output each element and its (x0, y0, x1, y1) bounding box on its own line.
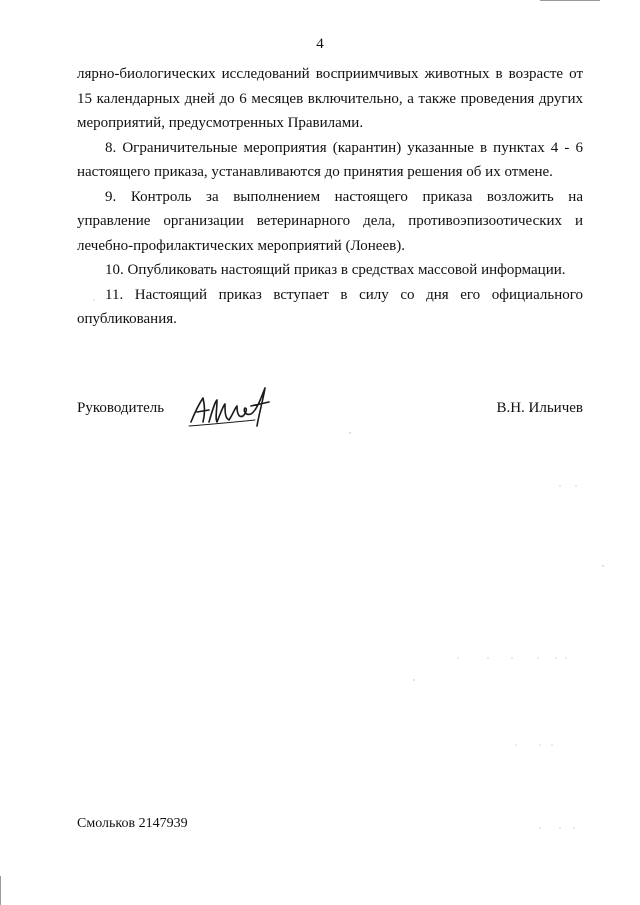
signer-name: В.Н. Ильичев (496, 400, 583, 416)
paragraph-item-9: 9. Контроль за выполнением настоящего приказа возложить на управление организации ветеринарного дела, противоэпизоотических и лечебно-профилактических мероприятий (Лонеев). (77, 188, 583, 254)
page-number: 4 (316, 36, 324, 52)
paragraph-item-8: 8. Ограничительные мероприятия (карантин) указанные в пунктах 4 - 6 настоящего приказа, устанавливаются до принятия решения об их отмене. (77, 139, 583, 180)
document-body (77, 62, 583, 332)
paragraph-item-11: 11. Настоящий приказ вступает в силу со дня его официального опубликования. (77, 286, 583, 327)
handwritten-signature (185, 382, 275, 432)
paragraph-item-10: 10. Опубликовать настоящий приказ в средствах массовой информации. (105, 262, 566, 278)
executor-note: Смольков 2147939 (77, 816, 188, 831)
signature-block (77, 398, 583, 428)
signer-title: Руководитель (77, 400, 165, 416)
paragraph-continuation: лярно-биологических исследований восприимчивых животных в возрасте от 15 календарных дней до 6 месяцев включительно, а также проведения других мероприятий, предусмотренных Правилами. (77, 66, 583, 131)
